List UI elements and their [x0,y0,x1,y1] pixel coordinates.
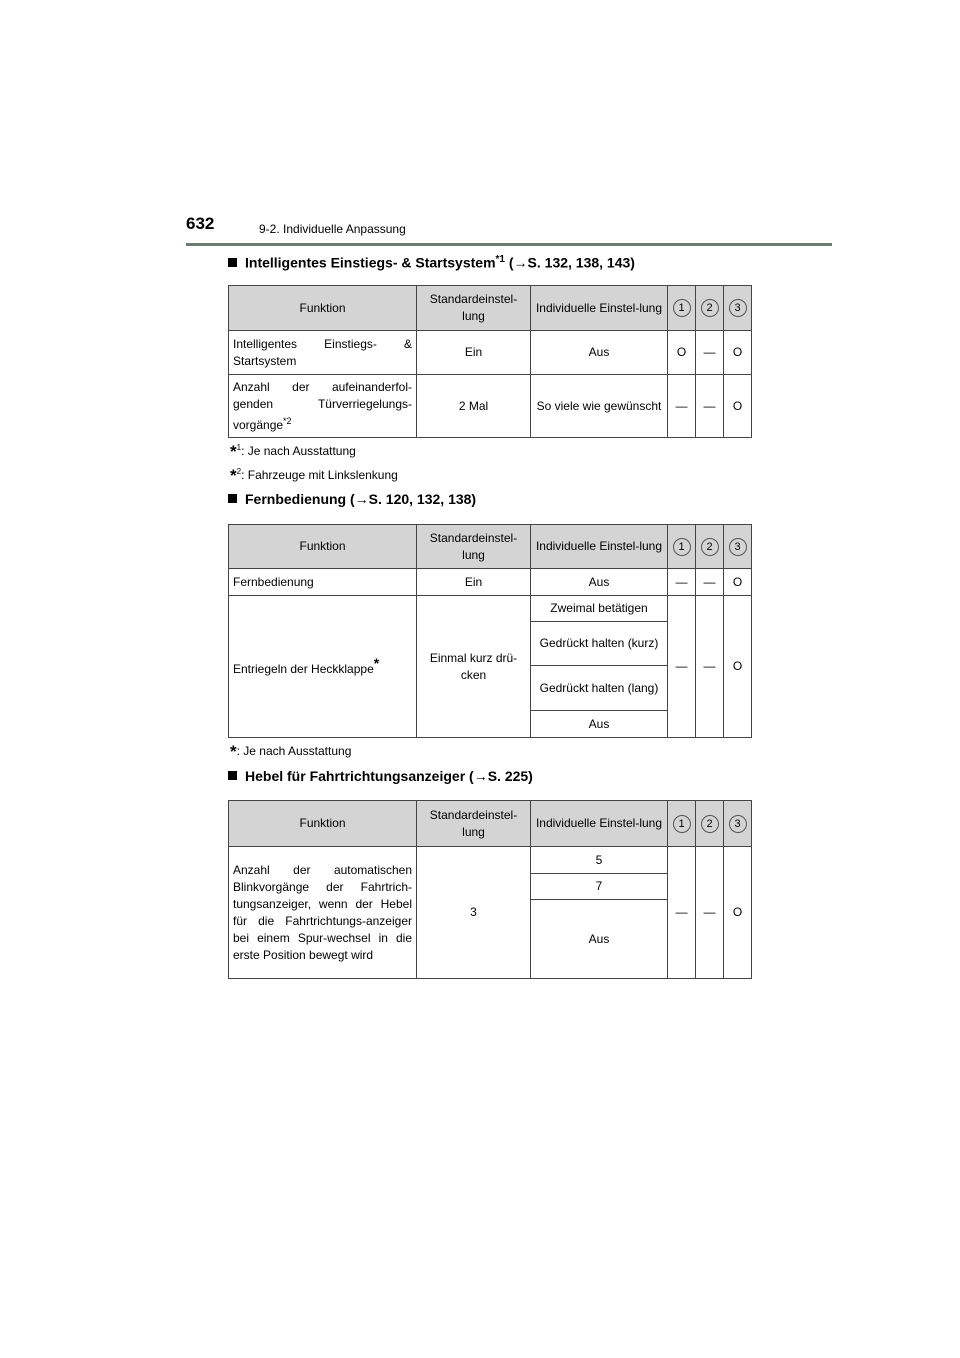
cell-c1: — [668,375,696,438]
cell-c3: O [724,569,752,596]
cell-c1: — [668,569,696,596]
cell-c2: — [696,569,724,596]
col-header-3 [724,286,752,331]
heading-hebel-fahrtrichtungsanzeiger [228,768,533,784]
circled-number-icon: 3 [729,299,747,317]
cell-option: Gedrückt halten (lang) [531,666,668,711]
cell-c2: — [696,596,724,738]
footnote-text: : Fahrzeuge mit Linkslenkung [241,468,398,482]
footnote-number: 1 [236,443,242,452]
footnote-text: : Je nach Ausstattung [236,744,352,758]
circled-number-icon: 1 [673,815,691,833]
header-rule [186,243,832,246]
col-header-2 [696,801,724,847]
footnote-text: : Je nach Ausstattung [241,444,356,458]
heading-page-reference[interactable]: (→S. 132, 138, 143) [504,254,635,271]
cell-c3: O [724,331,752,375]
cell-c1: — [668,847,696,979]
cell-standard: Ein [417,569,531,596]
cell-funktion-text: Entriegeln der Heckklappe [233,662,374,676]
cell-individuell: Aus [531,569,668,596]
footnote-2 [230,466,398,486]
table-fernbedienung [228,524,752,738]
table-row [229,331,752,375]
section-title: 9-2. Individuelle Anpassung [259,222,406,236]
col-header-individuell: Individuelle Einstel-lung [531,525,668,569]
circled-number-icon: 2 [701,815,719,833]
col-header-3 [724,525,752,569]
col-header-standard: Standardeinstel-lung [417,286,531,331]
heading-text: Intelligentes Einstiegs- & Startsystem [245,254,496,271]
table-row [229,375,752,438]
cell-c3: O [724,596,752,738]
heading-page-reference[interactable]: (→S. 120, 132, 138) [346,491,477,507]
circled-number-icon: 1 [673,299,691,317]
table-row [229,847,752,874]
col-header-individuell: Individuelle Einstel-lung [531,286,668,331]
col-header-standard: Standardeinstel-lung [417,525,531,569]
cell-option: Aus [531,900,668,979]
table-row [229,596,752,622]
cell-individuell: So viele wie gewünscht [531,375,668,438]
cell-c1: — [668,596,696,738]
heading-page-reference[interactable]: (→S. 225) [465,768,533,784]
circled-number-icon: 2 [701,299,719,317]
col-header-2 [696,286,724,331]
cell-option: Gedrückt halten (kurz) [531,622,668,666]
col-header-funktion: Funktion [229,801,417,847]
cell-funktion [229,596,417,738]
circled-number-icon: 3 [729,815,747,833]
cell-c1: O [668,331,696,375]
bullet-square-icon [228,771,237,780]
cell-option: 5 [531,847,668,874]
cell-funktion [229,375,417,438]
footnote-marker: * [373,655,380,671]
table-hebel-fahrtrichtungsanzeiger [228,800,752,979]
cell-standard: Einmal kurz drü-cken [417,596,531,738]
footnote-star: * [230,466,237,485]
cell-standard: 3 [417,847,531,979]
table-row [229,569,752,596]
heading-text: Fernbedienung [245,491,347,507]
cell-standard: 2 Mal [417,375,531,438]
heading-fernbedienung [228,491,476,507]
col-header-3 [724,801,752,847]
col-header-1 [668,525,696,569]
col-header-2 [696,525,724,569]
bullet-square-icon [228,494,237,503]
col-header-funktion: Funktion [229,286,417,331]
cell-funktion: Intelligentes Einstiegs- & Startsystem [229,331,417,375]
cell-option: 7 [531,874,668,900]
col-header-1 [668,801,696,847]
cell-individuell: Aus [531,331,668,375]
circled-number-icon: 3 [729,538,747,556]
col-header-funktion: Funktion [229,525,417,569]
footnote-star: * [230,742,237,761]
footnote-star: * [230,442,237,461]
cell-c2: — [696,847,724,979]
cell-option: Zweimal betätigen [531,596,668,622]
cell-c3: O [724,847,752,979]
footnote-1 [230,442,356,462]
cell-c2: — [696,375,724,438]
bullet-square-icon [228,258,237,267]
cell-funktion: Fernbedienung [229,569,417,596]
col-header-standard: Standardeinstel-lung [417,801,531,847]
col-header-1 [668,286,696,331]
heading-intelligentes-einstiegs [228,254,635,271]
cell-funktion: Anzahl der automatischen Blinkvorgänge der Fahrtrich-tungsanzeiger, wenn der Hebel für die Fahrtrichtungs-anzeiger bei einem Spur-wechsel in die erste Position bewegt wird [229,847,417,979]
page-number: 632 [186,214,215,233]
footnote-3 [230,742,351,762]
heading-text: Hebel für Fahrtrichtungsanzeiger [245,768,466,784]
circled-number-icon: 1 [673,538,691,556]
circled-number-icon: 2 [701,538,719,556]
cell-c2: — [696,331,724,375]
table-intelligentes-einstiegs [228,285,752,438]
cell-option: Aus [531,711,668,738]
footnote-number: 2 [236,467,242,476]
heading-footnote-marker: *1 [495,254,505,265]
footnote-marker: *2 [283,415,292,426]
cell-funktion-text: Anzahl der aufeinanderfol-genden Türverriegelungs-vorgänge [233,379,412,432]
col-header-individuell: Individuelle Einstel-lung [531,801,668,847]
cell-c3: O [724,375,752,438]
cell-standard: Ein [417,331,531,375]
